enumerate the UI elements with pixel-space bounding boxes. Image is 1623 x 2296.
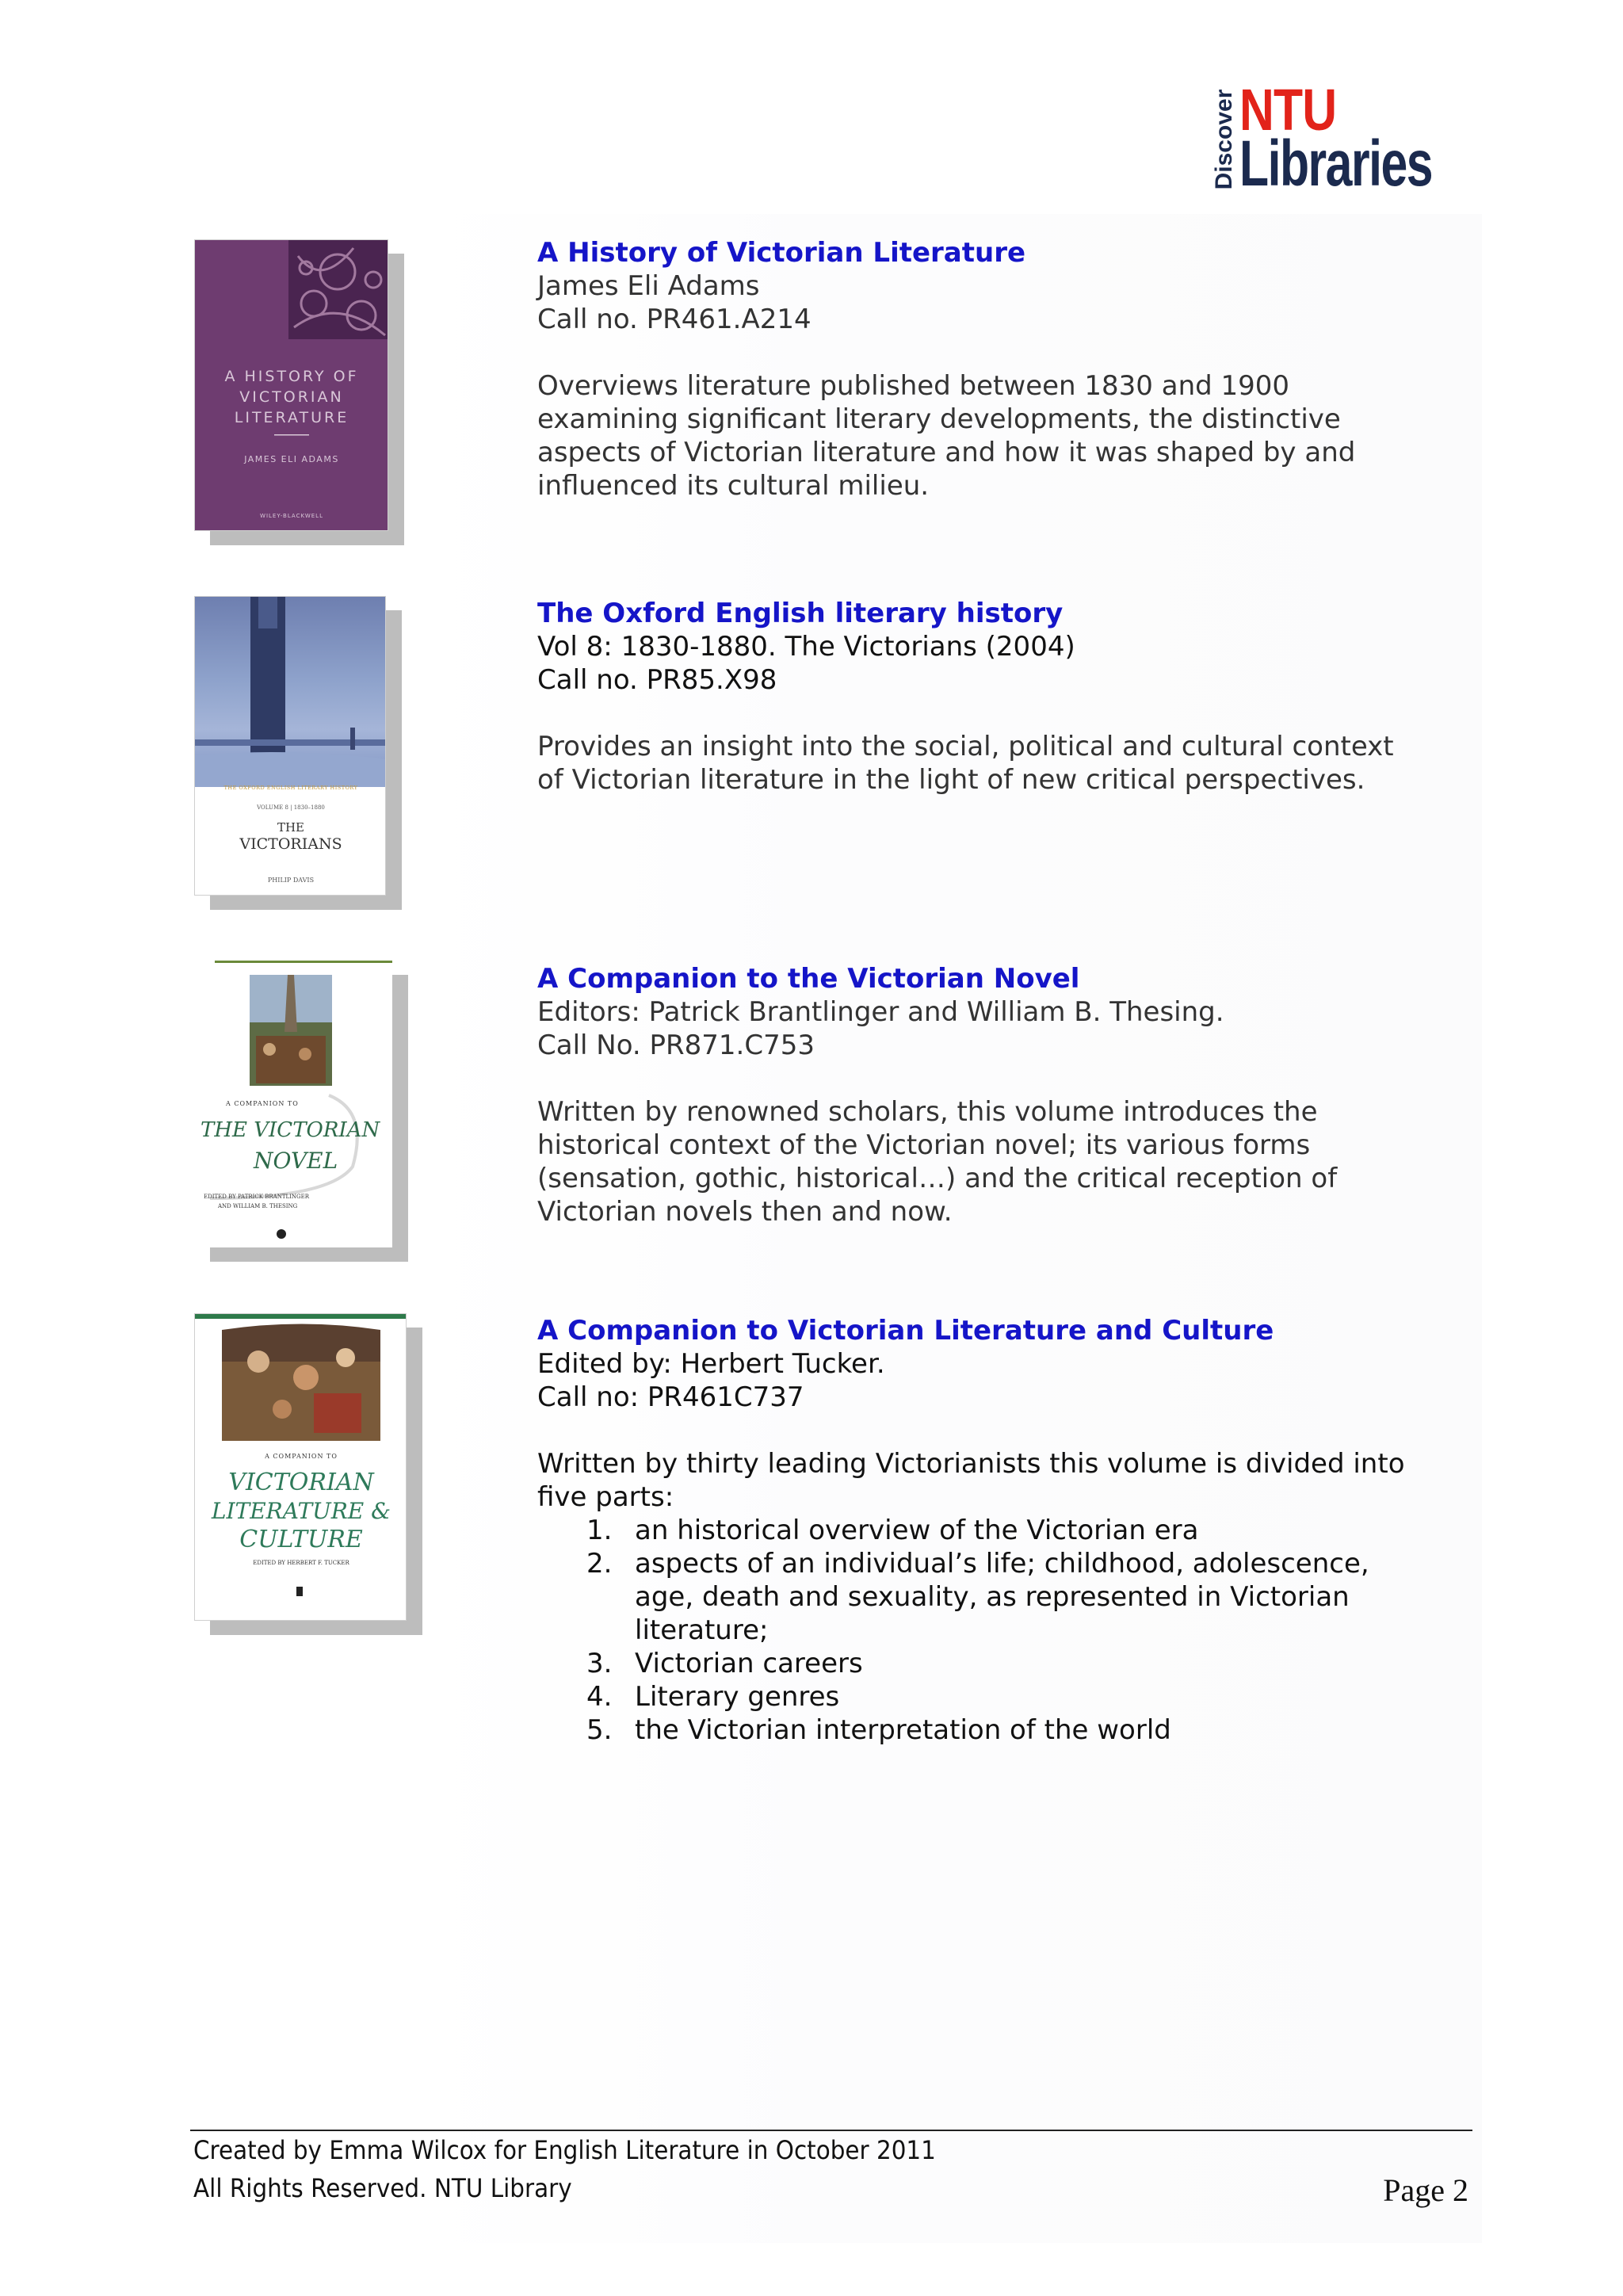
ntu-libraries-logo bbox=[1211, 77, 1458, 200]
svg-text:VOLUME 8 | 1830–1880: VOLUME 8 | 1830–1880 bbox=[257, 804, 325, 811]
list-item: 3. Victorian careers bbox=[586, 1648, 863, 1679]
book-entry-3 bbox=[537, 962, 1449, 1228]
book-cover-2-art bbox=[195, 597, 386, 896]
page-background bbox=[420, 214, 1482, 2243]
svg-text:CULTURE: CULTURE bbox=[239, 1526, 363, 1553]
svg-text:LITERATURE &: LITERATURE & bbox=[211, 1498, 391, 1524]
description-line: Provides an insight into the social, political and cultural context bbox=[537, 731, 1394, 762]
logo-libraries-text: Libraries bbox=[1239, 128, 1433, 200]
svg-text:VICTORIAN: VICTORIAN bbox=[239, 388, 344, 406]
book-call-number: Call no. PR85.X98 bbox=[537, 664, 777, 696]
svg-text:LITERATURE: LITERATURE bbox=[234, 409, 349, 426]
book-editors: Editors: Patrick Brantlinger and William B. Thesing. bbox=[537, 996, 1224, 1028]
book-call-number: Call No. PR871.C753 bbox=[537, 1030, 815, 1061]
svg-text:VICTORIANS: VICTORIANS bbox=[239, 835, 342, 853]
svg-text:THE VICTORIAN: THE VICTORIAN bbox=[200, 1118, 380, 1142]
svg-text:PHILIP DAVIS: PHILIP DAVIS bbox=[267, 877, 315, 884]
description-line: five parts: bbox=[537, 1481, 674, 1513]
book-cover-4-art bbox=[195, 1314, 407, 1621]
svg-text:VICTORIAN: VICTORIAN bbox=[228, 1469, 374, 1496]
description-line: Written by renowned scholars, this volume introduces the bbox=[537, 1096, 1318, 1128]
parts-list bbox=[537, 1514, 1449, 1747]
book-author: James Eli Adams bbox=[537, 270, 760, 302]
svg-text:NOVEL: NOVEL bbox=[254, 1148, 338, 1174]
footer-rights: All Rights Reserved. NTU Library bbox=[193, 2173, 572, 2203]
svg-text:JAMES ELI ADAMS: JAMES ELI ADAMS bbox=[244, 454, 339, 464]
logo-discover-text: Discover bbox=[1211, 89, 1237, 190]
footer-credit: Created by Emma Wilcox for English Literature in October 2011 bbox=[193, 2135, 936, 2165]
description-line: influenced its cultural milieu. bbox=[537, 470, 930, 502]
list-item: 4. Literary genres bbox=[586, 1681, 840, 1713]
list-item: 5. the Victorian interpretation of the world bbox=[586, 1714, 1171, 1746]
description-line: Victorian novels then and now. bbox=[537, 1196, 953, 1228]
svg-text:AND WILLIAM B. THESING: AND WILLIAM B. THESING bbox=[218, 1203, 298, 1209]
svg-text:EDITED BY PATRICK BRANTLINGER: EDITED BY PATRICK BRANTLINGER bbox=[204, 1194, 309, 1200]
description-line: (sensation, gothic, historical…) and the critical reception of bbox=[537, 1163, 1338, 1194]
svg-text:THE OXFORD ENGLISH LITERARY HI: THE OXFORD ENGLISH LITERARY HISTORY bbox=[223, 785, 358, 791]
description-line: aspects of Victorian literature and how it was shaped by and bbox=[537, 437, 1356, 468]
book-cover-1-art bbox=[195, 240, 388, 531]
svg-text:A COMPANION TO: A COMPANION TO bbox=[226, 1100, 299, 1107]
book-entry-2 bbox=[537, 597, 1449, 797]
list-item: 1. an historical overview of the Victorian era bbox=[586, 1515, 1199, 1546]
logo-ntu-text: NTU bbox=[1239, 77, 1337, 143]
book-call-number: Call no. PR461.A214 bbox=[537, 304, 812, 335]
description-line: Overviews literature published between 1830 and 1900 bbox=[537, 370, 1290, 402]
svg-text:A HISTORY OF: A HISTORY OF bbox=[224, 368, 359, 385]
svg-text:A COMPANION TO: A COMPANION TO bbox=[265, 1453, 338, 1460]
svg-text:EDITED BY HERBERT F. TUCKER: EDITED BY HERBERT F. TUCKER bbox=[253, 1560, 349, 1566]
page-number: Page 2 bbox=[1383, 2172, 1468, 2208]
book-title[interactable]: The Oxford English literary history bbox=[537, 598, 1064, 629]
book-entry-1 bbox=[537, 236, 1449, 502]
book-editor: Edited by: Herbert Tucker. bbox=[537, 1348, 885, 1380]
description-line: of Victorian literature in the light of new critical perspectives. bbox=[537, 764, 1365, 796]
footer-divider bbox=[190, 2130, 1472, 2131]
book-volume: Vol 8: 1830-1880. The Victorians (2004) bbox=[537, 631, 1075, 663]
description-line: historical context of the Victorian novel; its various forms bbox=[537, 1129, 1311, 1161]
list-item: 2. aspects of an individual’s life; childhood, adolescence, age, death and sexuality, as represented in Victorian literature; bbox=[586, 1548, 1369, 1646]
description-line: examining significant literary developments, the distinctive bbox=[537, 403, 1341, 435]
book-title[interactable]: A Companion to the Victorian Novel bbox=[537, 963, 1080, 995]
book-cover-3-art bbox=[194, 961, 392, 1247]
svg-text:WILEY-BLACKWELL: WILEY-BLACKWELL bbox=[260, 513, 323, 519]
book-call-number: Call no: PR461C737 bbox=[537, 1381, 804, 1413]
book-entry-4 bbox=[537, 1314, 1449, 1747]
book-title[interactable]: A Companion to Victorian Literature and Culture bbox=[537, 1315, 1274, 1347]
svg-text:THE: THE bbox=[277, 820, 305, 835]
description-line: Written by thirty leading Victorianists this volume is divided into bbox=[537, 1448, 1405, 1480]
book-title[interactable]: A History of Victorian Literature bbox=[537, 237, 1026, 269]
